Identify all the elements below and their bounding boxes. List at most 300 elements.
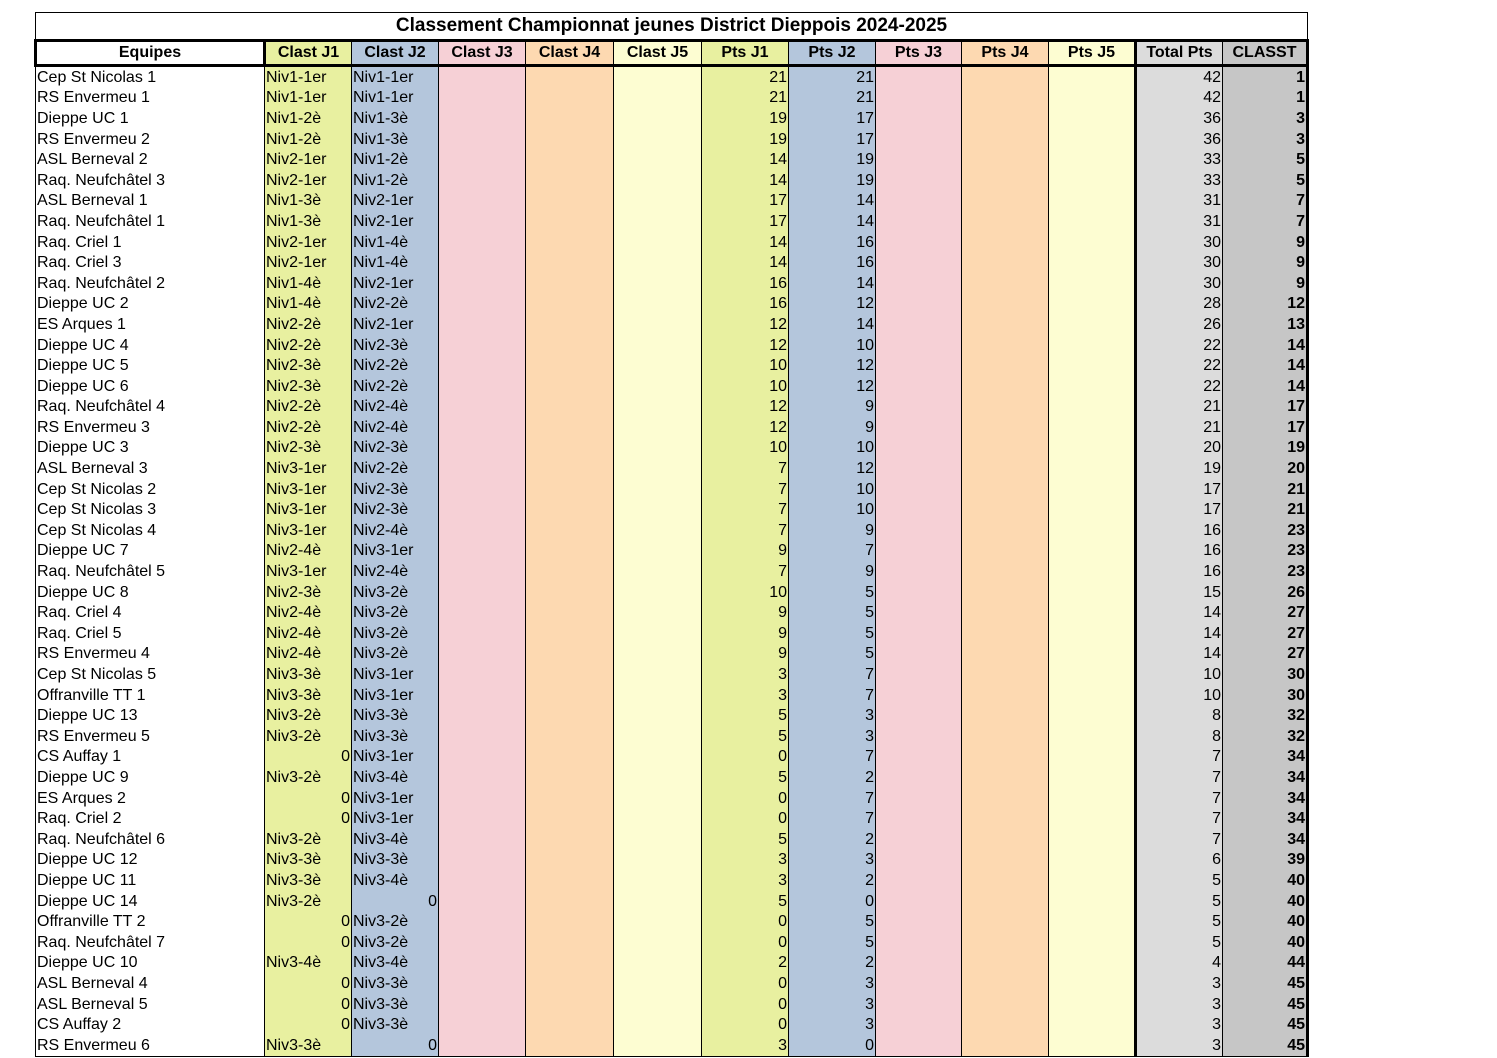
clast-j2-cell: 0 [352,1035,439,1056]
team-name: CS Auffay 2 [36,1014,265,1035]
clast-j2-cell: Niv1-1er [352,66,439,88]
clast-j5-cell [614,623,702,644]
total-pts-cell: 14 [1136,623,1223,644]
table-row [36,602,1308,623]
classt-cell: 34 [1223,829,1308,850]
clast-j5-cell [614,891,702,912]
clast-j2-cell: Niv2-3è [352,438,439,459]
pts-j3-cell [876,561,962,582]
classt-cell: 9 [1223,232,1308,253]
clast-j2-cell: Niv3-2è [352,911,439,932]
classt-cell: 40 [1223,870,1308,891]
team-name: Raq. Neufchâtel 4 [36,397,265,418]
clast-j5-cell [614,88,702,109]
table-row [36,891,1308,912]
clast-j4-cell [526,973,614,994]
clast-j1-cell: 0 [265,911,352,932]
pts-j4-cell [962,191,1049,212]
total-pts-cell: 28 [1136,294,1223,315]
pts-j4-cell [962,994,1049,1015]
pts-j5-cell [1049,685,1136,706]
pts-j5-cell [1049,252,1136,273]
pts-j4-cell [962,417,1049,438]
clast-j5-cell [614,170,702,191]
total-pts-cell: 21 [1136,417,1223,438]
table-row [36,499,1308,520]
pts-j2-cell: 3 [789,726,876,747]
table-row [36,747,1308,768]
table-row [36,376,1308,397]
classt-cell: 27 [1223,644,1308,665]
clast-j3-cell [439,108,526,129]
clast-j1-cell: Niv3-2è [265,726,352,747]
clast-j2-cell: Niv2-3è [352,479,439,500]
classt-cell: 14 [1223,376,1308,397]
clast-j1-cell: 0 [265,808,352,829]
pts-j2-cell: 12 [789,458,876,479]
pts-j3-cell [876,170,962,191]
clast-j2-cell: Niv3-1er [352,685,439,706]
classt-cell: 26 [1223,582,1308,603]
pts-j5-cell [1049,644,1136,665]
pts-j1-cell: 14 [702,252,789,273]
clast-j2-cell: Niv2-3è [352,335,439,356]
total-pts-cell: 16 [1136,561,1223,582]
pts-j4-cell [962,66,1049,88]
table-row [36,149,1308,170]
clast-j2-cell: Niv3-2è [352,932,439,953]
clast-j5-cell [614,520,702,541]
table-row [36,664,1308,685]
clast-j1-cell: 0 [265,932,352,953]
pts-j3-cell [876,88,962,109]
header-clast-j2: Clast J2 [352,41,439,66]
pts-j4-cell [962,953,1049,974]
total-pts-cell: 33 [1136,149,1223,170]
pts-j1-cell: 19 [702,108,789,129]
pts-j4-cell [962,397,1049,418]
clast-j2-cell: Niv2-1er [352,191,439,212]
clast-j4-cell [526,1014,614,1035]
clast-j1-cell: Niv2-4è [265,623,352,644]
pts-j2-cell: 10 [789,335,876,356]
team-name: Raq. Neufchâtel 6 [36,829,265,850]
pts-j3-cell [876,953,962,974]
clast-j4-cell [526,788,614,809]
pts-j2-cell: 19 [789,149,876,170]
classt-cell: 21 [1223,499,1308,520]
pts-j3-cell [876,479,962,500]
header-clast-j5: Clast J5 [614,41,702,66]
clast-j3-cell [439,602,526,623]
classt-cell: 44 [1223,953,1308,974]
clast-j2-cell: Niv3-4è [352,870,439,891]
classt-cell: 27 [1223,602,1308,623]
clast-j1-cell: Niv3-4è [265,953,352,974]
pts-j3-cell [876,129,962,150]
pts-j3-cell [876,747,962,768]
team-name: Cep St Nicolas 3 [36,499,265,520]
clast-j4-cell [526,623,614,644]
clast-j4-cell [526,870,614,891]
team-name: RS Envermeu 5 [36,726,265,747]
clast-j3-cell [439,788,526,809]
clast-j2-cell: Niv2-1er [352,273,439,294]
pts-j2-cell: 3 [789,850,876,871]
pts-j5-cell [1049,191,1136,212]
clast-j3-cell [439,88,526,109]
clast-j3-cell [439,458,526,479]
table-row [36,850,1308,871]
ranking-table [34,12,1309,1057]
clast-j3-cell [439,994,526,1015]
pts-j4-cell [962,685,1049,706]
pts-j4-cell [962,88,1049,109]
pts-j5-cell [1049,66,1136,88]
header-equipes: Equipes [36,41,265,66]
team-name: Dieppe UC 14 [36,891,265,912]
pts-j1-cell: 14 [702,232,789,253]
clast-j3-cell [439,582,526,603]
team-name: RS Envermeu 6 [36,1035,265,1056]
clast-j1-cell: Niv1-2è [265,108,352,129]
clast-j2-cell: Niv1-1er [352,88,439,109]
pts-j1-cell: 5 [702,767,789,788]
clast-j1-cell: 0 [265,1014,352,1035]
team-name: Dieppe UC 13 [36,705,265,726]
pts-j1-cell: 10 [702,438,789,459]
pts-j1-cell: 5 [702,891,789,912]
table-row [36,829,1308,850]
clast-j1-cell: Niv2-4è [265,602,352,623]
team-name: Cep St Nicolas 5 [36,664,265,685]
pts-j1-cell: 12 [702,314,789,335]
clast-j2-cell: Niv1-3è [352,129,439,150]
table-row [36,705,1308,726]
pts-j3-cell [876,850,962,871]
clast-j5-cell [614,479,702,500]
clast-j4-cell [526,953,614,974]
clast-j4-cell [526,170,614,191]
table-row [36,129,1308,150]
pts-j2-cell: 10 [789,479,876,500]
clast-j2-cell: Niv2-4è [352,417,439,438]
clast-j2-cell: Niv3-2è [352,602,439,623]
pts-j2-cell: 3 [789,973,876,994]
pts-j5-cell [1049,973,1136,994]
pts-j3-cell [876,870,962,891]
team-name: ASL Berneval 3 [36,458,265,479]
clast-j3-cell [439,314,526,335]
table-row [36,211,1308,232]
clast-j1-cell: Niv2-2è [265,397,352,418]
pts-j5-cell [1049,994,1136,1015]
pts-j3-cell [876,808,962,829]
pts-j1-cell: 17 [702,191,789,212]
clast-j3-cell [439,932,526,953]
clast-j1-cell: 0 [265,788,352,809]
total-pts-cell: 14 [1136,644,1223,665]
table-row [36,1014,1308,1035]
clast-j5-cell [614,252,702,273]
pts-j4-cell [962,438,1049,459]
pts-j2-cell: 5 [789,932,876,953]
pts-j1-cell: 0 [702,994,789,1015]
clast-j4-cell [526,582,614,603]
table-row [36,294,1308,315]
classt-cell: 7 [1223,211,1308,232]
clast-j2-cell: Niv3-4è [352,767,439,788]
clast-j1-cell: Niv2-3è [265,355,352,376]
pts-j4-cell [962,541,1049,562]
pts-j1-cell: 0 [702,911,789,932]
classt-cell: 23 [1223,541,1308,562]
pts-j2-cell: 16 [789,232,876,253]
clast-j1-cell: Niv1-1er [265,66,352,88]
pts-j3-cell [876,685,962,706]
clast-j4-cell [526,66,614,88]
team-name: Dieppe UC 9 [36,767,265,788]
total-pts-cell: 3 [1136,1014,1223,1035]
table-row [36,582,1308,603]
clast-j1-cell: Niv3-3è [265,664,352,685]
clast-j1-cell: Niv2-1er [265,232,352,253]
pts-j3-cell [876,355,962,376]
clast-j4-cell [526,191,614,212]
clast-j1-cell: Niv3-3è [265,1035,352,1056]
team-name: Raq. Criel 3 [36,252,265,273]
pts-j2-cell: 7 [789,808,876,829]
clast-j1-cell: Niv1-1er [265,88,352,109]
clast-j4-cell [526,417,614,438]
classt-cell: 20 [1223,458,1308,479]
table-row [36,397,1308,418]
pts-j5-cell [1049,850,1136,871]
pts-j2-cell: 0 [789,1035,876,1056]
table-row [36,870,1308,891]
pts-j1-cell: 9 [702,602,789,623]
table-row [36,685,1308,706]
classt-cell: 9 [1223,273,1308,294]
pts-j2-cell: 2 [789,870,876,891]
classt-cell: 3 [1223,129,1308,150]
clast-j1-cell: Niv3-2è [265,767,352,788]
pts-j4-cell [962,149,1049,170]
header-classt: CLASST [1223,41,1308,66]
pts-j5-cell [1049,808,1136,829]
clast-j4-cell [526,602,614,623]
clast-j5-cell [614,108,702,129]
clast-j5-cell [614,129,702,150]
team-name: ES Arques 2 [36,788,265,809]
pts-j4-cell [962,623,1049,644]
pts-j2-cell: 7 [789,747,876,768]
clast-j1-cell: Niv1-4è [265,273,352,294]
clast-j4-cell [526,397,614,418]
table-row [36,561,1308,582]
clast-j5-cell [614,932,702,953]
pts-j4-cell [962,211,1049,232]
pts-j1-cell: 9 [702,541,789,562]
clast-j2-cell: Niv3-4è [352,829,439,850]
pts-j4-cell [962,294,1049,315]
clast-j5-cell [614,191,702,212]
pts-j2-cell: 17 [789,108,876,129]
pts-j1-cell: 9 [702,623,789,644]
clast-j2-cell: Niv3-2è [352,623,439,644]
classt-cell: 19 [1223,438,1308,459]
pts-j4-cell [962,170,1049,191]
clast-j1-cell: Niv2-4è [265,541,352,562]
pts-j1-cell: 0 [702,747,789,768]
clast-j4-cell [526,149,614,170]
total-pts-cell: 30 [1136,273,1223,294]
clast-j1-cell: Niv2-1er [265,170,352,191]
pts-j3-cell [876,376,962,397]
classt-cell: 7 [1223,191,1308,212]
classt-cell: 14 [1223,355,1308,376]
total-pts-cell: 4 [1136,953,1223,974]
pts-j4-cell [962,1014,1049,1035]
pts-j1-cell: 10 [702,355,789,376]
table-row [36,335,1308,356]
pts-j2-cell: 14 [789,273,876,294]
clast-j2-cell: Niv3-3è [352,726,439,747]
clast-j2-cell: Niv2-1er [352,314,439,335]
classt-cell: 21 [1223,479,1308,500]
clast-j3-cell [439,767,526,788]
classt-cell: 45 [1223,994,1308,1015]
pts-j1-cell: 16 [702,273,789,294]
total-pts-cell: 3 [1136,1035,1223,1056]
pts-j4-cell [962,891,1049,912]
clast-j5-cell [614,211,702,232]
pts-j5-cell [1049,561,1136,582]
team-name: Dieppe UC 4 [36,335,265,356]
pts-j4-cell [962,314,1049,335]
classt-cell: 5 [1223,149,1308,170]
clast-j3-cell [439,252,526,273]
clast-j2-cell: Niv3-1er [352,808,439,829]
clast-j5-cell [614,294,702,315]
clast-j2-cell: Niv3-1er [352,788,439,809]
clast-j3-cell [439,850,526,871]
pts-j5-cell [1049,932,1136,953]
team-name: Raq. Criel 4 [36,602,265,623]
classt-cell: 40 [1223,911,1308,932]
total-pts-cell: 5 [1136,932,1223,953]
table-row [36,314,1308,335]
header-pts-j2: Pts J2 [789,41,876,66]
pts-j1-cell: 7 [702,479,789,500]
pts-j2-cell: 3 [789,994,876,1015]
team-name: Raq. Criel 1 [36,232,265,253]
clast-j4-cell [526,726,614,747]
table-row [36,273,1308,294]
team-name: Dieppe UC 11 [36,870,265,891]
clast-j4-cell [526,88,614,109]
pts-j4-cell [962,479,1049,500]
table-row [36,726,1308,747]
team-name: Cep St Nicolas 2 [36,479,265,500]
pts-j5-cell [1049,273,1136,294]
clast-j3-cell [439,541,526,562]
pts-j3-cell [876,294,962,315]
pts-j3-cell [876,973,962,994]
pts-j5-cell [1049,582,1136,603]
pts-j1-cell: 0 [702,973,789,994]
team-name: Dieppe UC 2 [36,294,265,315]
team-name: RS Envermeu 2 [36,129,265,150]
pts-j5-cell [1049,417,1136,438]
clast-j5-cell [614,438,702,459]
clast-j3-cell [439,561,526,582]
pts-j2-cell: 5 [789,623,876,644]
clast-j1-cell: Niv2-2è [265,314,352,335]
clast-j4-cell [526,499,614,520]
total-pts-cell: 5 [1136,911,1223,932]
clast-j3-cell [439,973,526,994]
team-name: Cep St Nicolas 1 [36,66,265,88]
clast-j1-cell: 0 [265,747,352,768]
pts-j5-cell [1049,479,1136,500]
pts-j3-cell [876,314,962,335]
clast-j3-cell [439,129,526,150]
clast-j3-cell [439,808,526,829]
pts-j3-cell [876,767,962,788]
clast-j2-cell: Niv2-1er [352,211,439,232]
total-pts-cell: 26 [1136,314,1223,335]
clast-j1-cell: Niv1-4è [265,294,352,315]
pts-j5-cell [1049,438,1136,459]
total-pts-cell: 22 [1136,376,1223,397]
classt-cell: 32 [1223,705,1308,726]
pts-j2-cell: 16 [789,252,876,273]
clast-j2-cell: Niv1-2è [352,149,439,170]
pts-j1-cell: 19 [702,129,789,150]
pts-j4-cell [962,232,1049,253]
clast-j5-cell [614,561,702,582]
pts-j5-cell [1049,1035,1136,1056]
team-name: Raq. Neufchâtel 2 [36,273,265,294]
pts-j3-cell [876,499,962,520]
pts-j4-cell [962,1035,1049,1056]
clast-j3-cell [439,829,526,850]
clast-j4-cell [526,479,614,500]
clast-j2-cell: Niv2-3è [352,499,439,520]
clast-j2-cell: Niv2-2è [352,458,439,479]
total-pts-cell: 15 [1136,582,1223,603]
clast-j5-cell [614,808,702,829]
clast-j1-cell: Niv2-2è [265,335,352,356]
pts-j2-cell: 9 [789,561,876,582]
pts-j2-cell: 12 [789,376,876,397]
total-pts-cell: 7 [1136,788,1223,809]
pts-j2-cell: 0 [789,891,876,912]
team-name: Cep St Nicolas 4 [36,520,265,541]
clast-j4-cell [526,664,614,685]
table-row [36,953,1308,974]
clast-j4-cell [526,685,614,706]
table-row [36,767,1308,788]
classt-cell: 1 [1223,88,1308,109]
clast-j3-cell [439,685,526,706]
clast-j3-cell [439,397,526,418]
clast-j3-cell [439,355,526,376]
pts-j2-cell: 12 [789,294,876,315]
clast-j5-cell [614,788,702,809]
pts-j3-cell [876,829,962,850]
